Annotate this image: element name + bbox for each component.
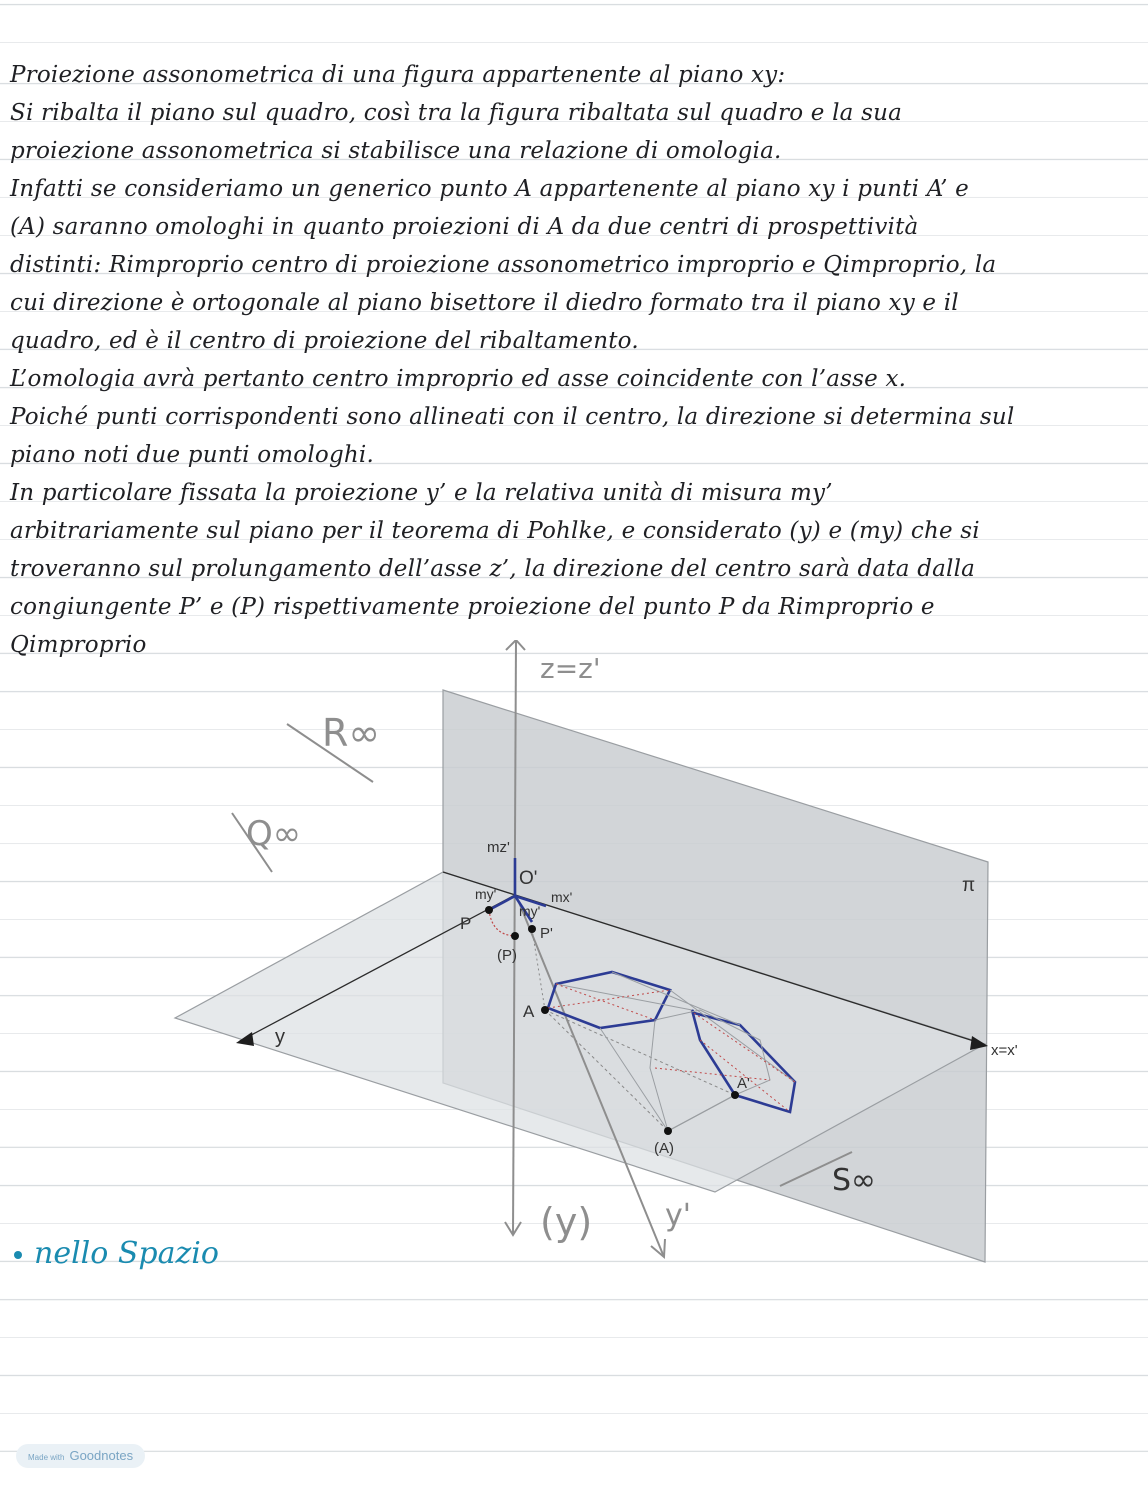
text-line: distinti: Rimproprio centro di proiezione assonometrico improprio e Qimproprio, la xyxy=(10,252,997,278)
label-s-infinity: S∞ xyxy=(832,1163,877,1198)
text-line: Infatti se consideriamo un generico punto A appartenente al piano xy i punti A’ e xyxy=(10,176,969,202)
label-p: P xyxy=(460,914,472,933)
point-a-prime xyxy=(731,1091,739,1099)
text-line: proiezione assonometrica si stabilisce una relazione di omologia. xyxy=(10,138,782,164)
bullet-text: nello Spazio xyxy=(34,1236,219,1271)
bullet-dot xyxy=(14,1251,22,1259)
text-line: troveranno sul prolungamento dell’asse z’, la direzione del centro sarà data dalla xyxy=(10,556,976,582)
label-z-axis: z=z' xyxy=(540,652,601,685)
label-mx: mx' xyxy=(551,889,573,905)
point-p xyxy=(485,906,493,914)
bullet-note xyxy=(14,1236,219,1271)
axonometric-figure xyxy=(0,640,1148,1320)
point-a xyxy=(541,1006,549,1014)
label-y: y xyxy=(275,1026,285,1048)
made-with-label: Made with xyxy=(28,1453,65,1462)
label-a: A xyxy=(523,1002,535,1021)
text-line: piano noti due punti omologhi. xyxy=(10,442,374,468)
label-p-paren: (P) xyxy=(497,947,517,964)
text-line: Proiezione assonometrica di una figura appartenente al piano xy: xyxy=(10,62,786,88)
text-line: congiungente P’ e (P) rispettivamente proiezione del punto P da Rimproprio e xyxy=(10,594,935,620)
text-line: cui direzione è ortogonale al piano bisettore il diedro formato tra il piano xy e il xyxy=(10,290,959,316)
point-a-paren xyxy=(664,1127,672,1135)
text-line: arbitrariamente sul piano per il teorema di Pohlke, e considerato (y) e (my) che si xyxy=(10,518,980,544)
text-line: Qimproprio xyxy=(10,632,147,658)
point-p-prime xyxy=(528,925,536,933)
label-o-prime: O' xyxy=(519,868,538,889)
label-r-infinity: R∞ xyxy=(322,711,381,755)
label-mz: mz' xyxy=(487,839,510,856)
text-line: quadro, ed è il centro di proiezione del ribaltamento. xyxy=(10,328,639,354)
goodnotes-brand: Goodnotes xyxy=(69,1448,134,1463)
label-y-prime: y' xyxy=(665,1198,692,1233)
made-with-goodnotes-badge[interactable] xyxy=(16,1444,145,1468)
label-y-paren: (y) xyxy=(540,1200,593,1244)
label-x: x=x' xyxy=(991,1042,1018,1059)
label-my-inner: my' xyxy=(519,903,541,919)
text-line: In particolare fissata la proiezione y’ e la relativa unità di misura my’ xyxy=(10,480,833,506)
text-line: (A) saranno omologhi in quanto proiezioni di A da due centri di prospettività xyxy=(10,214,919,240)
label-q-infinity: Q∞ xyxy=(246,814,302,854)
label-p-prime: P' xyxy=(540,925,553,942)
label-a-prime: A' xyxy=(737,1075,750,1092)
label-pi: π xyxy=(962,875,976,896)
text-line: Si ribalta il piano sul quadro, così tra la figura ribaltata sul quadro e la sua xyxy=(10,100,902,126)
text-line: Poiché punti corrispondenti sono allineati con il centro, la direzione si determina sul xyxy=(10,404,1015,430)
point-p-paren xyxy=(511,932,519,940)
label-my-left: my' xyxy=(475,886,497,902)
label-a-paren: (A) xyxy=(654,1140,674,1157)
text-line: L’omologia avrà pertanto centro improprio ed asse coincidente con l’asse x. xyxy=(10,366,907,392)
axonometric-diagram xyxy=(0,640,1148,1320)
